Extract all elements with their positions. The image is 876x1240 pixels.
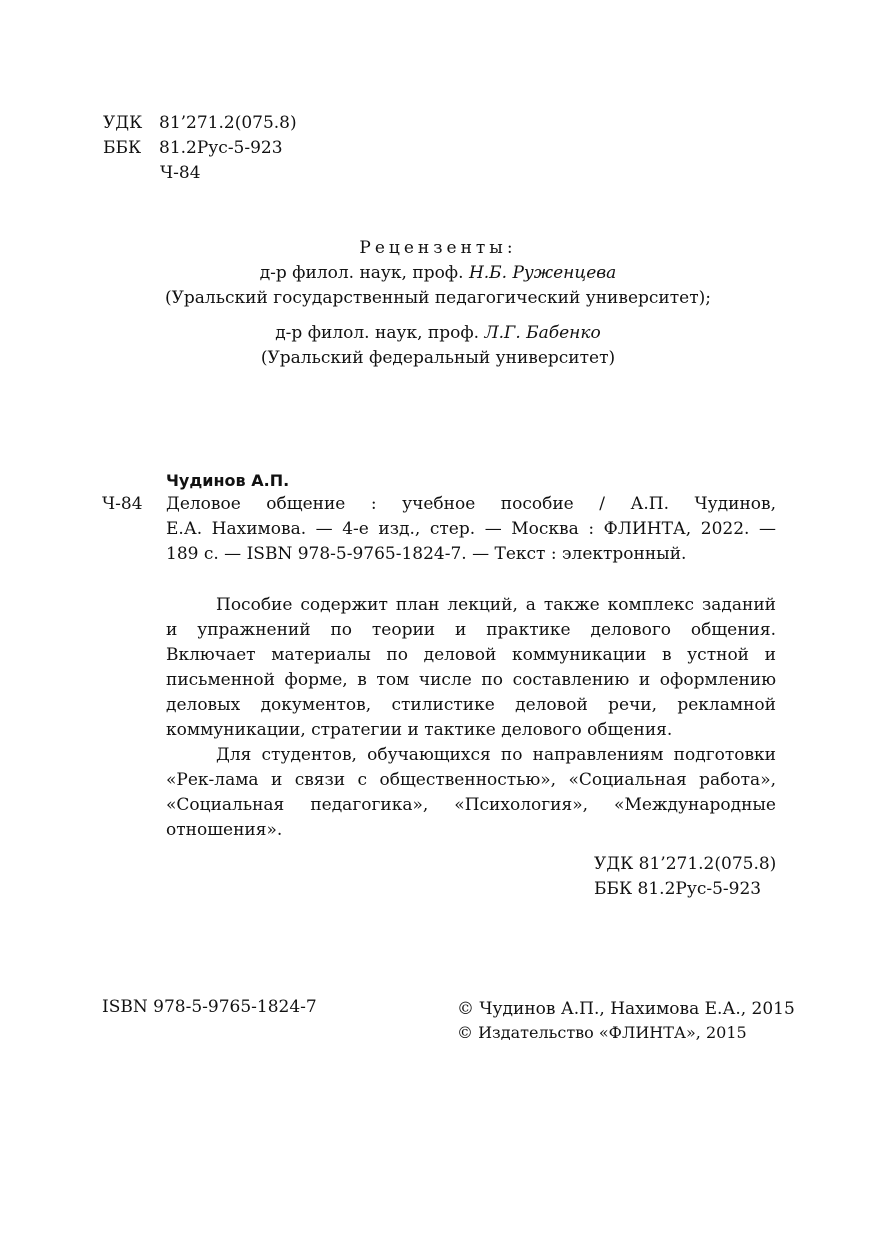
record-line: 189 с. — ISBN 978-5-9765-1824-7. — Текст : электронный. <box>166 544 687 564</box>
annotation-line: Пособие содержит план лекций, а также комплекс заданий <box>216 595 776 615</box>
record-author-mark: Ч-84 <box>102 494 143 514</box>
reviewers-title: Рецензенты: <box>359 238 517 258</box>
udk-row <box>103 111 297 136</box>
reviewer-2-affiliation: (Уральский федеральный университет) <box>260 348 616 368</box>
reviewer-1-name: Н.Б. Руженцева <box>468 263 617 283</box>
copyright-publisher: © Издательство «ФЛИНТА», 2015 <box>457 1023 747 1042</box>
record-udk: УДК 81’271.2(075.8) <box>594 854 777 874</box>
bbk-row <box>103 136 297 161</box>
reviewer-1-degree: д-р филол. наук, проф. <box>259 263 469 283</box>
annotation-line: отношения». <box>166 820 283 840</box>
copyright-block <box>457 997 795 1044</box>
udk-label: УДК <box>103 113 143 133</box>
isbn <box>102 995 317 1020</box>
bbk-value: 81.2Рус-5-923 <box>159 138 283 158</box>
annotation <box>166 593 776 843</box>
isbn-text: ISBN 978-5-9765-1824-7 <box>102 997 317 1017</box>
bibliographic-record <box>166 492 776 567</box>
record-line: Деловое общение : учебное пособие / А.П. Чудинов, <box>166 494 776 514</box>
annotation-line: письменной форме, в том числе по составлению и оформлению <box>166 670 776 690</box>
annotation-line: Включает материалы по деловой коммуникации в устной и <box>166 645 776 665</box>
reviewer-1 <box>100 261 776 286</box>
udk-value: 81’271.2(075.8) <box>159 113 297 133</box>
annotation-line: «Рек-лама и связи с общественностью», «Социальная работа», <box>166 770 776 790</box>
reviewer-2-name: Л.Г. Бабенко <box>484 323 601 343</box>
annotation-line: и упражнений по теории и практике делового общения. <box>166 620 776 640</box>
reviewer-2-degree: д-р филол. наук, проф. <box>275 323 485 343</box>
record-bbk: ББК 81.2Рус-5-923 <box>594 879 762 899</box>
record-line: Е.А. Нахимова. — 4-е изд., стер. — Москва : ФЛИНТА, 2022. — <box>166 519 776 539</box>
record-classification-codes <box>594 852 776 902</box>
copyright-authors: © Чудинов А.П., Нахимова Е.А., 2015 <box>457 999 795 1019</box>
reviewers-block <box>100 236 776 371</box>
reviewer-2 <box>100 321 776 346</box>
author-mark: Ч-84 <box>160 163 201 183</box>
bbk-label: ББК <box>103 138 142 158</box>
classification-codes <box>103 111 297 186</box>
annotation-line: деловых документов, стилистике деловой речи, рекламной <box>166 695 776 715</box>
reviewer-1-affiliation: (Уральский государственный педагогический университет); <box>165 288 711 308</box>
annotation-line: Для студентов, обучающихся по направлениям подготовки <box>216 745 776 765</box>
annotation-line: коммуникации, стратегии и тактике делового общения. <box>166 720 673 740</box>
annotation-line: «Социальная педагогика», «Психология», «Международные <box>166 795 776 815</box>
record-author-heading: Чудинов А.П. <box>166 471 290 490</box>
